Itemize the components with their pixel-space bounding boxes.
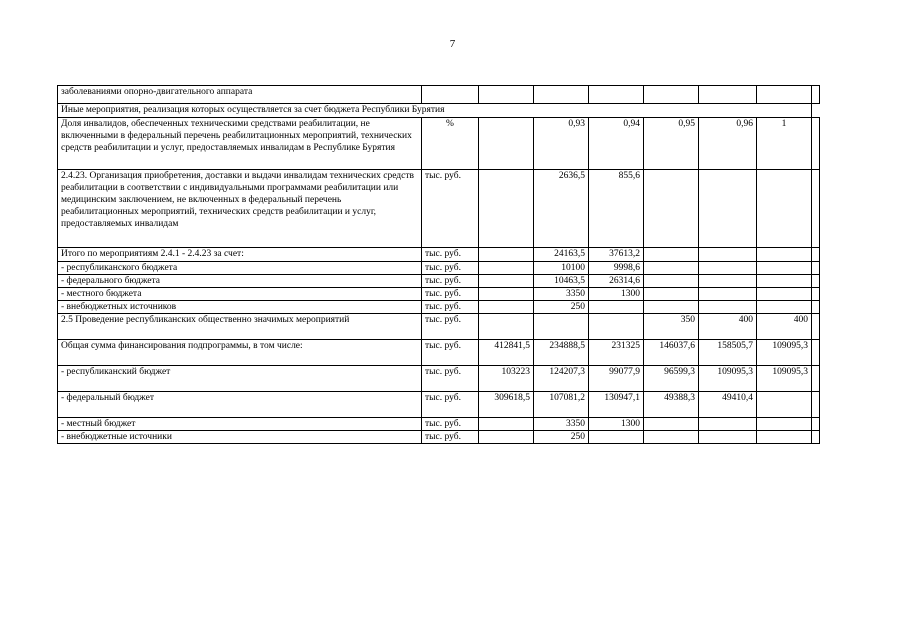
value-cell: 0,93 xyxy=(534,118,589,170)
value-cell xyxy=(757,248,812,262)
unit-cell: тыс. руб. xyxy=(422,366,479,392)
value-cell xyxy=(812,392,820,418)
value-cell: 400 xyxy=(699,314,757,340)
value-cell xyxy=(812,366,820,392)
row-label: Итого по мероприятиям 2.4.1 - 2.4.23 за счет: xyxy=(58,248,422,262)
value-cell: 10100 xyxy=(534,262,589,275)
table-row xyxy=(58,314,820,340)
value-cell xyxy=(699,301,757,314)
unit-cell: тыс. руб. xyxy=(422,248,479,262)
value-cell xyxy=(644,301,699,314)
value-cell xyxy=(699,86,757,104)
row-label: - внебюджетных источников xyxy=(58,301,422,314)
value-cell: 37613,2 xyxy=(589,248,644,262)
value-cell xyxy=(589,301,644,314)
unit-cell: тыс. руб. xyxy=(422,262,479,275)
table-row xyxy=(58,170,820,248)
row-label: - местного бюджета xyxy=(58,288,422,301)
row-label: 2.4.23. Организация приобретения, доставки и выдачи инвалидам технических средств реабилитации в соответствии с индивидуальными программами реабилитации или медицинским заключением, не включенных в федеральный перечень реабилитационных мероприятий, технических средств реабилитации и услуг, предоставляемых инвалидам xyxy=(58,170,422,248)
value-cell xyxy=(644,288,699,301)
value-cell xyxy=(699,418,757,431)
value-cell xyxy=(479,431,534,444)
table-row xyxy=(58,392,820,418)
value-cell xyxy=(479,248,534,262)
value-cell: 158505,7 xyxy=(699,340,757,366)
value-cell: 250 xyxy=(534,301,589,314)
value-cell: 24163,5 xyxy=(534,248,589,262)
table-row xyxy=(58,248,820,262)
value-cell xyxy=(644,170,699,248)
table-body xyxy=(58,86,820,444)
value-cell xyxy=(699,170,757,248)
value-cell xyxy=(812,418,820,431)
value-cell xyxy=(479,262,534,275)
value-cell: 10463,5 xyxy=(534,275,589,288)
row-label: заболеваниями опорно-двигательного аппарата xyxy=(58,86,422,104)
value-cell xyxy=(479,170,534,248)
value-cell: 0,96 xyxy=(699,118,757,170)
value-cell: 309618,5 xyxy=(479,392,534,418)
value-cell xyxy=(812,340,820,366)
value-cell: 107081,2 xyxy=(534,392,589,418)
value-cell xyxy=(757,301,812,314)
value-cell xyxy=(812,170,820,248)
value-cell: 855,6 xyxy=(589,170,644,248)
unit-cell: тыс. руб. xyxy=(422,340,479,366)
value-cell xyxy=(644,86,699,104)
table-row xyxy=(58,275,820,288)
value-cell xyxy=(644,431,699,444)
value-cell xyxy=(757,262,812,275)
value-cell: 1300 xyxy=(589,288,644,301)
value-cell xyxy=(479,275,534,288)
value-cell: 96599,3 xyxy=(644,366,699,392)
row-label: - федеральный бюджет xyxy=(58,392,422,418)
unit-cell: тыс. руб. xyxy=(422,392,479,418)
value-cell: 124207,3 xyxy=(534,366,589,392)
value-cell xyxy=(757,86,812,104)
value-cell xyxy=(699,431,757,444)
value-cell: 0,94 xyxy=(589,118,644,170)
row-label: 2.5 Проведение республиканских общественно значимых мероприятий xyxy=(58,314,422,340)
value-cell: 2636,5 xyxy=(534,170,589,248)
table-row xyxy=(58,118,820,170)
value-cell xyxy=(644,275,699,288)
value-cell: 9998,6 xyxy=(589,262,644,275)
row-label: - республиканского бюджета xyxy=(58,262,422,275)
value-cell xyxy=(812,248,820,262)
value-cell xyxy=(812,288,820,301)
value-cell xyxy=(757,392,812,418)
value-cell xyxy=(812,262,820,275)
row-label: - республиканский бюджет xyxy=(58,366,422,392)
value-cell: 109095,3 xyxy=(757,366,812,392)
value-cell: 231325 xyxy=(589,340,644,366)
value-cell xyxy=(757,170,812,248)
unit-cell: тыс. руб. xyxy=(422,418,479,431)
unit-cell: % xyxy=(422,118,479,170)
value-cell xyxy=(534,314,589,340)
value-cell xyxy=(644,418,699,431)
value-cell: 250 xyxy=(534,431,589,444)
value-cell: 103223 xyxy=(479,366,534,392)
table-row xyxy=(58,340,820,366)
value-cell xyxy=(479,301,534,314)
row-label: - внебюджетные источники xyxy=(58,431,422,444)
value-cell xyxy=(589,86,644,104)
table-row xyxy=(58,288,820,301)
value-cell xyxy=(479,118,534,170)
value-cell xyxy=(757,418,812,431)
value-cell: 26314,6 xyxy=(589,275,644,288)
value-cell xyxy=(812,301,820,314)
table-row xyxy=(58,366,820,392)
table-row xyxy=(58,431,820,444)
value-cell xyxy=(479,288,534,301)
row-label: Доля инвалидов, обеспеченных техническими средствами реабилитации, не включенными в федеральный перечень реабилитационных мероприятий, технических средств реабилитации и услуг, предоставляемых инвалидам в Республике Бурятия xyxy=(58,118,422,170)
program-table xyxy=(57,85,820,444)
value-cell xyxy=(589,314,644,340)
value-cell: 1 xyxy=(757,118,812,170)
value-cell xyxy=(757,431,812,444)
section-title: Иные мероприятия, реализация которых осуществляется за счет бюджета Республики Бурятия xyxy=(58,104,812,118)
value-cell: 109095,3 xyxy=(699,366,757,392)
table-row xyxy=(58,262,820,275)
unit-cell: тыс. руб. xyxy=(422,301,479,314)
value-cell xyxy=(699,275,757,288)
section-row xyxy=(58,104,820,118)
value-cell: 1300 xyxy=(589,418,644,431)
value-cell xyxy=(479,418,534,431)
page-number: 7 xyxy=(449,38,456,50)
value-cell: 109095,3 xyxy=(757,340,812,366)
value-cell: 234888,5 xyxy=(534,340,589,366)
value-cell: 400 xyxy=(757,314,812,340)
value-cell: 3350 xyxy=(534,288,589,301)
table-row xyxy=(58,86,820,104)
value-cell: 130947,1 xyxy=(589,392,644,418)
value-cell xyxy=(812,86,820,104)
unit-cell xyxy=(422,86,479,104)
row-label: - федерального бюджета xyxy=(58,275,422,288)
value-cell: 99077,9 xyxy=(589,366,644,392)
value-cell: 49388,3 xyxy=(644,392,699,418)
value-cell xyxy=(644,262,699,275)
value-cell xyxy=(644,248,699,262)
unit-cell: тыс. руб. xyxy=(422,288,479,301)
value-cell: 3350 xyxy=(534,418,589,431)
value-cell: 49410,4 xyxy=(699,392,757,418)
value-cell: 0,95 xyxy=(644,118,699,170)
value-cell xyxy=(534,86,589,104)
unit-cell: тыс. руб. xyxy=(422,314,479,340)
value-cell: 412841,5 xyxy=(479,340,534,366)
value-cell xyxy=(699,288,757,301)
value-cell xyxy=(699,262,757,275)
table-row xyxy=(58,418,820,431)
table-row xyxy=(58,301,820,314)
value-cell xyxy=(479,86,534,104)
value-cell xyxy=(699,248,757,262)
unit-cell: тыс. руб. xyxy=(422,431,479,444)
value-cell xyxy=(812,275,820,288)
row-label: Общая сумма финансирования подпрограммы, в том числе: xyxy=(58,340,422,366)
value-cell: 146037,6 xyxy=(644,340,699,366)
value-cell xyxy=(757,275,812,288)
row-label: - местный бюджет xyxy=(58,418,422,431)
unit-cell: тыс. руб. xyxy=(422,170,479,248)
value-cell xyxy=(757,288,812,301)
value-cell: 350 xyxy=(644,314,699,340)
unit-cell: тыс. руб. xyxy=(422,275,479,288)
value-cell xyxy=(812,314,820,340)
value-cell xyxy=(812,118,820,170)
value-cell xyxy=(479,314,534,340)
value-cell xyxy=(812,431,820,444)
value-cell xyxy=(589,431,644,444)
